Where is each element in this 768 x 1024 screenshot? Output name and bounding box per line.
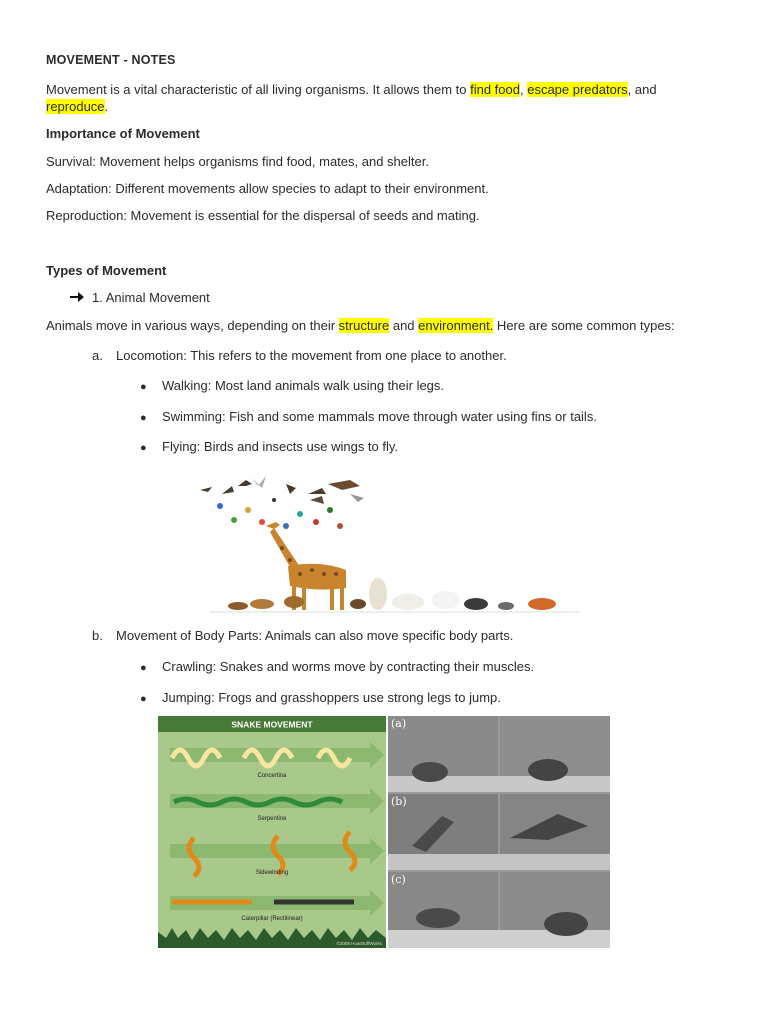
label-sidewinding: Sidewinding: [255, 870, 289, 876]
animal-movement-sentence: [46, 317, 675, 334]
label-serpentine: Serpentine: [257, 816, 287, 822]
animals-illustration: [190, 470, 590, 615]
frog-label-b: (b): [391, 795, 407, 808]
bullet-text: Jumping: Frogs and grasshoppers use strong legs to jump.: [162, 690, 501, 705]
bullet-dot-icon: ●: [140, 381, 147, 393]
highlight-environment: environment.: [418, 318, 494, 333]
bullet-flying: [140, 439, 398, 454]
list-marker: b.: [92, 628, 103, 643]
animal-movement-subheading: [70, 290, 210, 305]
types-heading: Types of Movement: [46, 263, 167, 278]
figure-credit: ©2008 HowStuffWorks: [336, 941, 382, 946]
intro-separator: ,: [519, 82, 528, 97]
bullet-dot-icon: ●: [140, 442, 147, 454]
bullet-text: Walking: Most land animals walk using their legs.: [162, 378, 445, 393]
importance-heading: Importance of Movement: [46, 126, 200, 141]
bullet-jumping: [140, 690, 501, 705]
bullet-text: Flying: Birds and insects use wings to fly.: [162, 439, 399, 454]
list-item-text: Movement of Body Parts: Animals can also move specific body parts.: [116, 628, 514, 643]
frog-label-a: (a): [391, 717, 407, 730]
subheading-text: 1. Animal Movement: [92, 290, 210, 305]
highlight-escape-predators: escape predators: [527, 82, 628, 97]
bullet-walking: [140, 378, 444, 393]
sentence-text: and: [389, 318, 419, 333]
snake-figure-title: SNAKE MOVEMENT: [231, 719, 313, 730]
intro-text: Movement is a vital characteristic of all living organisms. It allows them to: [46, 82, 471, 97]
bullet-text: Crawling: Snakes and worms move by contracting their muscles.: [162, 659, 535, 674]
frog-label-c: (c): [391, 873, 406, 886]
intro-end: .: [104, 99, 109, 114]
bullet-dot-icon: ●: [140, 662, 147, 674]
bullet-dot-icon: ●: [140, 412, 147, 424]
list-marker: a.: [92, 348, 103, 363]
snake-movement-figure: [158, 716, 386, 948]
bullet-crawling: [140, 659, 534, 674]
sentence-text: Here are some common types:: [493, 318, 675, 333]
bullet-dot-icon: ●: [140, 693, 147, 705]
importance-item-survival: Survival: Movement helps organisms find food, mates, and shelter.: [46, 154, 429, 169]
frog-jumping-figure: [388, 716, 610, 948]
importance-item-adaptation: Adaptation: Different movements allow species to adapt to their environment.: [46, 181, 489, 196]
bullet-text: Swimming: Fish and some mammals move through water using fins or tails.: [162, 409, 597, 424]
right-arrow-icon: [70, 290, 92, 305]
highlight-reproduce: reproduce: [46, 99, 105, 114]
list-item-text: Locomotion: This refers to the movement from one place to another.: [116, 348, 507, 363]
importance-item-reproduction: Reproduction: Movement is essential for the dispersal of seeds and mating.: [46, 208, 480, 223]
bullet-swimming: [140, 409, 597, 424]
sentence-text: Animals move in various ways, depending on their: [46, 318, 339, 333]
intro-separator: , and: [627, 82, 657, 97]
page-title: MOVEMENT - NOTES: [46, 53, 176, 67]
list-item-a: [92, 348, 507, 363]
label-caterpillar: Caterpillar (Rectilinear): [241, 916, 303, 922]
highlight-find-food: find food: [470, 82, 520, 97]
list-item-b: [92, 628, 513, 643]
intro-paragraph-line2: [46, 98, 108, 115]
intro-paragraph: [46, 81, 657, 98]
label-concertina: Concertina: [257, 773, 287, 779]
highlight-structure: structure: [338, 318, 390, 333]
